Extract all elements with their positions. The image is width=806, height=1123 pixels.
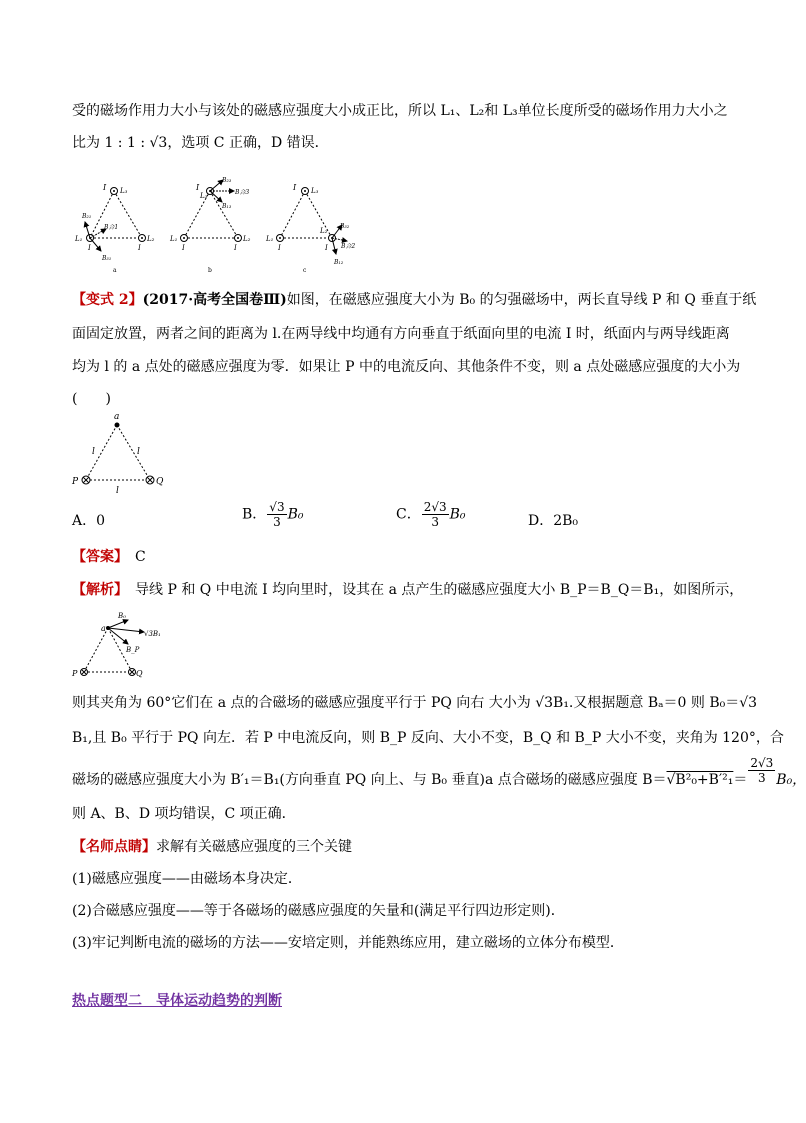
answer-tag: 【答案】	[72, 549, 121, 565]
options-row	[72, 500, 722, 536]
svg-text:I: I	[103, 183, 107, 192]
svg-text:B_P: B_P	[126, 646, 140, 654]
option-c[interactable]: C． $\frac{2√3}{3}$ B₀	[396, 500, 466, 529]
option-d[interactable]: D．2B₀	[528, 513, 579, 529]
figure-vector-sum	[70, 606, 180, 682]
svg-text:I: I	[138, 244, 141, 252]
paragraph-line: ( )	[72, 391, 111, 407]
tips-line	[72, 837, 352, 857]
analysis-line-1: 【解析】 导线 P 和 Q 中电流 I 均向里时，设其在 a 点产生的磁感应强度大小 B_P＝B_Q＝B₁，如图所示，	[72, 582, 744, 598]
svg-text:B₂₁: B₂₁	[82, 213, 92, 220]
svg-text:B₀: B₀	[118, 612, 126, 620]
variant-tag: 【变式 2】	[72, 292, 143, 308]
svg-text:I: I	[325, 244, 328, 252]
svg-text:B₂₃: B₂₃	[222, 177, 232, 184]
paragraph-line: 则其夹角为 60°它们在 a 点的合磁场的磁感应强度平行于 PQ 向右 大小为 √3B₁.又根据题意 Bₐ＝0 则 B₀＝√3	[72, 695, 758, 711]
answer-line	[72, 547, 146, 567]
option-a[interactable]: A．0	[72, 513, 106, 529]
paragraph-line: 受的磁场作用力大小与该处的磁感应强度大小成正比，所以 L₁、L₂和 L₃单位长度所受的磁场作用力大小之	[72, 103, 728, 119]
svg-text:I: I	[182, 244, 185, 252]
svg-text:I: I	[88, 244, 91, 252]
triangle-b	[169, 177, 251, 274]
svg-text:l: l	[116, 486, 119, 496]
variant-source: (2017·高考全国卷Ⅲ)	[142, 292, 287, 308]
svg-text:P: P	[72, 669, 78, 678]
svg-text:I: I	[278, 244, 281, 252]
tip-item: (2)合磁感应强度——等于各磁场的磁感应强度的矢量和(满足平行四边形定则)．	[72, 903, 565, 919]
tips-title: 求解有关磁感应强度的三个关键	[156, 839, 352, 855]
svg-text:B合2: B合2	[341, 243, 356, 250]
svg-text:L₁: L₁	[170, 235, 178, 243]
tip-item: (3)牢记判断电流的磁场的方法——安培定则，并能熟练应用，建立磁场的立体分布模型．	[72, 935, 624, 951]
svg-text:l: l	[92, 447, 95, 457]
paragraph-line: 则 A、B、D 项均错误，C 项正确．	[72, 806, 296, 822]
svg-text:c: c	[303, 267, 307, 274]
svg-text:I: I	[196, 183, 200, 192]
svg-text:a: a	[114, 412, 120, 422]
paragraph-line: 均为 l 的 a 点处的磁感应强度为零．如果让 P 中的电流反向、其他条件不变，则 a 点处磁感应强度的大小为	[72, 359, 741, 375]
paragraph-line: B₁,且 B₀ 平行于 PQ 向左．若 P 中电流反向，则 B_P 反向、大小不变，B_Q 和 B_P 大小不变，夹角为 120°，合	[72, 730, 784, 746]
tip-item: (1)磁感应强度——由磁场本身决定．	[72, 871, 302, 887]
figure-pq-triangle	[70, 410, 170, 498]
svg-text:L₂: L₂	[243, 235, 251, 243]
svg-text:Q: Q	[156, 477, 164, 487]
svg-text:L₁: L₁	[266, 235, 274, 243]
tips-tag: 【名师点睛】	[72, 839, 156, 855]
svg-text:L₃: L₃	[120, 187, 128, 195]
svg-text:√3B₁: √3B₁	[144, 630, 161, 638]
svg-text:Q: Q	[136, 669, 143, 678]
svg-text:B合3: B合3	[235, 189, 250, 196]
svg-text:I: I	[293, 183, 297, 192]
svg-text:B合1: B合1	[104, 224, 119, 231]
svg-text:a: a	[101, 624, 106, 633]
svg-text:L₃: L₃	[200, 192, 208, 200]
answer-value: C	[135, 549, 146, 565]
svg-text:b: b	[208, 267, 212, 274]
svg-text:I: I	[234, 244, 237, 252]
svg-text:L₂: L₂	[147, 235, 155, 243]
svg-text:L₃: L₃	[311, 187, 319, 195]
figure-three-triangles	[72, 178, 362, 278]
svg-text:P: P	[72, 477, 79, 487]
section-heading: 热点题型二 导体运动趋势的判断	[72, 993, 282, 1009]
triangle-c	[265, 183, 355, 274]
svg-text:B₃₂: B₃₂	[340, 223, 350, 230]
variant-line-1: 【变式 2】(2017·高考全国卷Ⅲ)如图，在磁感应强度大小为 B₀ 的匀强磁场中，两长直导线 P 和 Q 垂直于纸	[72, 292, 757, 308]
triangle-a	[74, 183, 155, 274]
svg-text:L₂: L₂	[320, 227, 328, 235]
paragraph-line: 面固定放置，两者之间的距离为 l.在两导线中均通有方向垂直于纸面向里的电流 I 时，纸面内与两导线距离	[72, 326, 730, 342]
svg-text:B₁₃: B₁₃	[222, 203, 232, 210]
svg-text:l: l	[137, 447, 140, 457]
svg-text:B₁₂: B₁₂	[334, 259, 344, 266]
option-b[interactable]: B． $\frac{√3}{3}$ B₀	[242, 500, 304, 529]
svg-text:a: a	[113, 267, 117, 274]
paragraph-line: 比为 1 : 1 : √3，选项 C 正确，D 错误．	[72, 135, 329, 151]
svg-text:B₃₁: B₃₁	[102, 255, 112, 262]
analysis-tag: 【解析】	[72, 582, 121, 598]
analysis-formula-line: 磁场的磁感应强度大小为 B′₁＝B₁(方向垂直 PQ 向上、与 B₀ 垂直)a 点合磁场的磁感应强度 B＝√B²₀+B′²₁＝ $\frac{2√3}{3}$ B₀，	[72, 756, 806, 788]
svg-text:L₁: L₁	[75, 235, 83, 243]
